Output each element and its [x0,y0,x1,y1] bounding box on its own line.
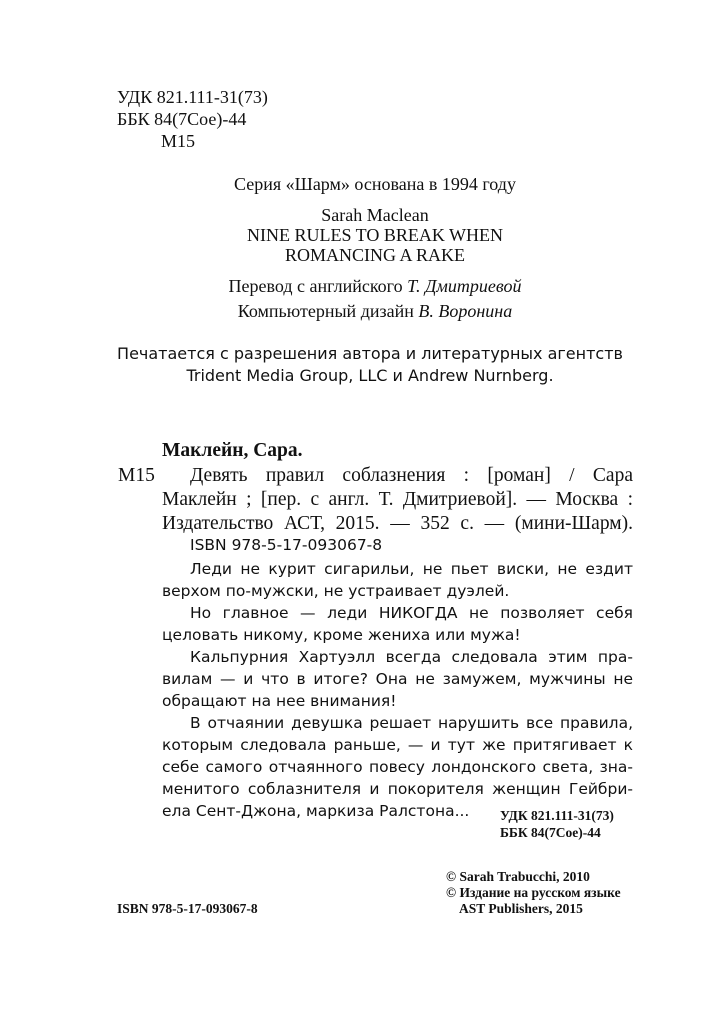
catalog-line1: Девять правил соблазнения : [роман] / Сара [190,465,633,486]
translation-credit [150,275,600,298]
footer-udk-code: УДК 821.111-31(73) [500,808,614,823]
annotation-line: вилам — и что в итоге? Она не замужем, мужчины не [162,670,633,688]
author-sign: М15 [161,131,196,151]
series-note: Серия «Шарм» основана в 1994 году [234,174,516,194]
design-credit [150,300,600,323]
annotation-line: В отчаянии девушка решает нарушить все правила, [190,714,633,732]
catalog-line3: Издательство АСТ, 2015. — 352 с. — (мини-Шарм). [162,513,633,534]
permission-line1: Печатается с разрешения автора и литературных агентств [117,344,623,363]
annotation-line: Кальпурния Хартуэлл всегда следовала этим пра- [190,648,633,666]
copyright-edition: © Издание на русском языке [446,885,621,900]
udk-code: УДК 821.111-31(73) [117,87,268,107]
original-title-line1: NINE RULES TO BREAK WHEN [247,225,503,245]
annotation-line: менитого соблазнителя и покорителя женщин Гейбри- [162,780,633,798]
annotation-line: которым следовала раньше, — и тут же притягивает к [162,736,633,754]
annotation-line: себе самого отчаянного повесу лондонского света, зна- [162,758,633,776]
annotation-line: Леди не курит сигарильи, не пьет виски, не ездит [190,560,633,578]
copyright-author: © Sarah Trabucchi, 2010 [446,869,590,884]
catalog-sign: М15 [118,465,155,486]
annotation-line: ела Сент-Джона, маркиза Ралстона... [162,802,470,820]
designer-name: В. Воронина [418,301,513,321]
catalog-author-heading: Маклейн, Сара. [162,440,303,461]
translation-prefix: Перевод с английского [228,276,408,296]
translator-name: Т. Дмитриевой [407,276,522,296]
annotation-line: целовать никому, кроме жениха или мужа! [162,626,521,644]
design-prefix: Компьютерный дизайн [237,301,419,321]
catalog-isbn: ISBN 978-5-17-093067-8 [190,536,383,554]
copyright-publisher: AST Publishers, 2015 [459,901,583,916]
bbk-code: ББК 84(7Сое)-44 [117,109,247,129]
permission-line2: Trident Media Group, LLC и Andrew Nurnberg. [186,366,554,385]
footer-bbk-code: ББК 84(7Сое)-44 [500,825,601,840]
annotation-line: Но главное — леди НИКОГДА не позволяет себя [190,604,633,622]
original-title-line2: ROMANCING A RAKE [284,245,466,265]
original-author: Sarah Maclean [321,205,429,225]
annotation-line: верхом по-мужски, не устраивает дуэлей. [162,582,510,600]
annotation-line: обращают на нее внимания! [162,692,397,710]
bottom-isbn: ISBN 978-5-17-093067-8 [117,901,258,916]
catalog-line2: Маклейн ; [пер. с англ. Т. Дмитриевой]. — Москва : [162,489,633,510]
